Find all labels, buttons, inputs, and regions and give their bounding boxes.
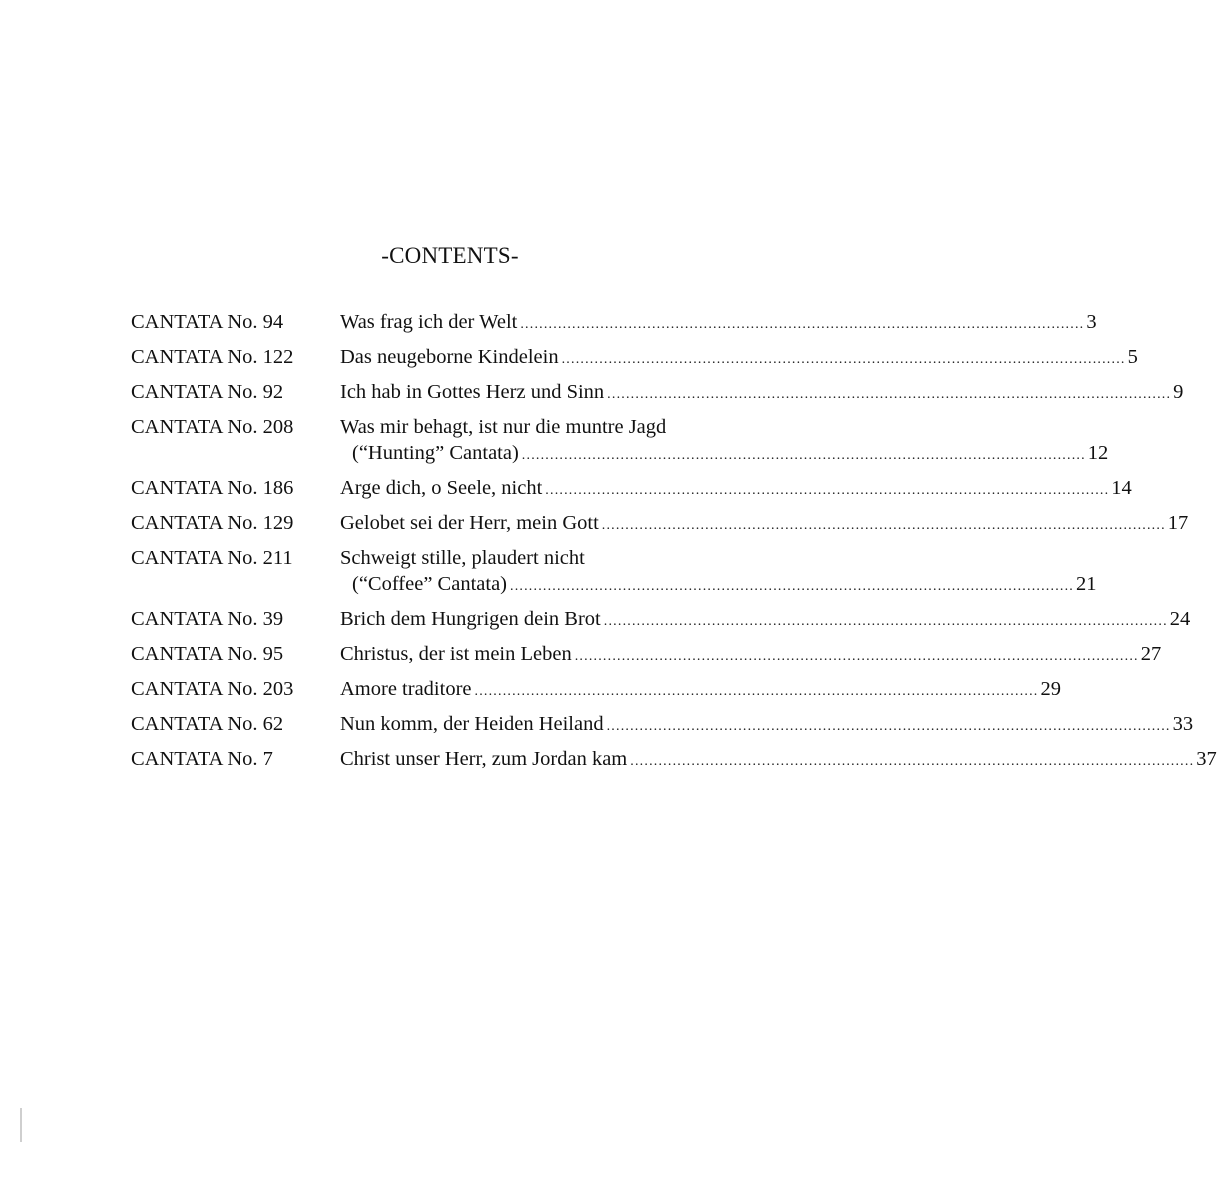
toc-entry (131, 379, 1184, 408)
toc-entry (131, 414, 1109, 469)
toc-line (340, 641, 1162, 670)
cantata-number: CANTATA No. 211 (131, 547, 293, 569)
toc-entry (131, 545, 1097, 600)
cantata-number: CANTATA No. 62 (131, 713, 284, 735)
cantata-number: CANTATA No. 95 (131, 643, 284, 665)
toc-entry (131, 676, 1061, 705)
dot-leader: ........................................................................................................................ (561, 352, 1126, 367)
toc-line (340, 545, 771, 571)
page-number: 24 (1169, 608, 1191, 630)
work-title-block (340, 475, 1132, 504)
toc-entry (131, 711, 1194, 740)
work-title-block (340, 510, 1189, 539)
work-subtitle: (“Hunting” Cantata) (352, 442, 519, 464)
page-number: 14 (1111, 477, 1132, 499)
work-title-block (340, 746, 1217, 775)
toc-entry (131, 475, 1132, 504)
table-of-contents (131, 309, 1217, 781)
page-number: 3 (1086, 311, 1097, 333)
work-title: Christ unser Herr, zum Jordan kam (340, 748, 628, 770)
page-number: 21 (1076, 573, 1097, 595)
dot-leader: ........................................................................................................................ (574, 649, 1139, 664)
work-title: Gelobet sei der Herr, mein Gott (340, 512, 599, 534)
dot-leader: ........................................................................................................................ (521, 448, 1086, 463)
toc-line (340, 746, 1217, 775)
work-title-block (340, 344, 1138, 373)
cantata-number: CANTATA No. 203 (131, 678, 294, 700)
dot-leader: ........................................................................................................................ (606, 719, 1171, 734)
work-title-block (340, 414, 1109, 469)
work-title: Was mir behagt, ist nur die muntre Jagd (340, 416, 667, 438)
toc-entry (131, 606, 1191, 635)
page-number: 12 (1087, 442, 1109, 464)
dot-leader: ........................................................................................................................ (603, 614, 1168, 629)
work-title-block (340, 545, 1097, 600)
toc-entry (131, 746, 1217, 775)
work-title-block (340, 606, 1191, 635)
toc-entry (131, 309, 1097, 338)
toc-line (340, 711, 1194, 740)
scan-edge-mark (20, 1108, 22, 1142)
cantata-number: CANTATA No. 94 (131, 311, 284, 333)
work-title-block (340, 641, 1162, 670)
work-title-block (340, 379, 1184, 408)
dot-leader: ........................................................................................................................ (601, 518, 1166, 533)
work-title-block (340, 711, 1194, 740)
dot-leader: ........................................................................................................................ (607, 387, 1172, 402)
work-title-block (340, 676, 1061, 705)
cantata-number: CANTATA No. 39 (131, 608, 284, 630)
cantata-number: CANTATA No. 7 (131, 748, 273, 770)
page-number: 33 (1172, 713, 1194, 735)
cantata-number: CANTATA No. 92 (131, 381, 284, 403)
toc-subline (340, 440, 1109, 469)
work-title: Christus, der ist mein Leben (340, 643, 572, 665)
work-title: Schweigt stille, plaudert nicht (340, 547, 585, 569)
dot-leader: ........................................................................................................................ (474, 684, 1039, 699)
page-title: -CONTENTS- (381, 243, 519, 268)
toc-subline (340, 571, 1097, 600)
work-title: Amore traditore (340, 678, 472, 700)
toc-line (340, 414, 771, 440)
toc-line (340, 676, 1061, 705)
work-title-block (340, 309, 1097, 338)
work-title: Brich dem Hungrigen dein Brot (340, 608, 601, 630)
toc-line (340, 344, 1138, 373)
page-number: 37 (1196, 748, 1217, 770)
page-number: 27 (1140, 643, 1162, 665)
work-title: Das neugeborne Kindelein (340, 346, 559, 368)
dot-leader: ........................................................................................................................ (520, 317, 1085, 332)
cantata-number: CANTATA No. 122 (131, 346, 294, 368)
page-number: 5 (1127, 346, 1138, 368)
work-subtitle: (“Coffee” Cantata) (352, 573, 507, 595)
toc-line (340, 475, 1132, 504)
dot-leader: ........................................................................................................................ (545, 483, 1110, 498)
toc-line (340, 309, 1097, 338)
work-title: Ich hab in Gottes Herz und Sinn (340, 381, 605, 403)
dot-leader: ........................................................................................................................ (510, 579, 1074, 594)
toc-entry (131, 344, 1138, 373)
cantata-number: CANTATA No. 186 (131, 477, 294, 499)
toc-entry (131, 641, 1162, 670)
page-number: 9 (1173, 381, 1184, 403)
toc-entry (131, 510, 1189, 539)
page-number: 17 (1167, 512, 1189, 534)
work-title: Nun komm, der Heiden Heiland (340, 713, 604, 735)
toc-line (340, 606, 1191, 635)
cantata-number: CANTATA No. 208 (131, 416, 294, 438)
page-number: 29 (1040, 678, 1061, 700)
dot-leader: ........................................................................................................................ (630, 754, 1195, 769)
work-title: Was frag ich der Welt (340, 311, 518, 333)
work-title: Arge dich, o Seele, nicht (340, 477, 543, 499)
toc-line (340, 510, 1189, 539)
toc-line (340, 379, 1184, 408)
cantata-number: CANTATA No. 129 (131, 512, 294, 534)
